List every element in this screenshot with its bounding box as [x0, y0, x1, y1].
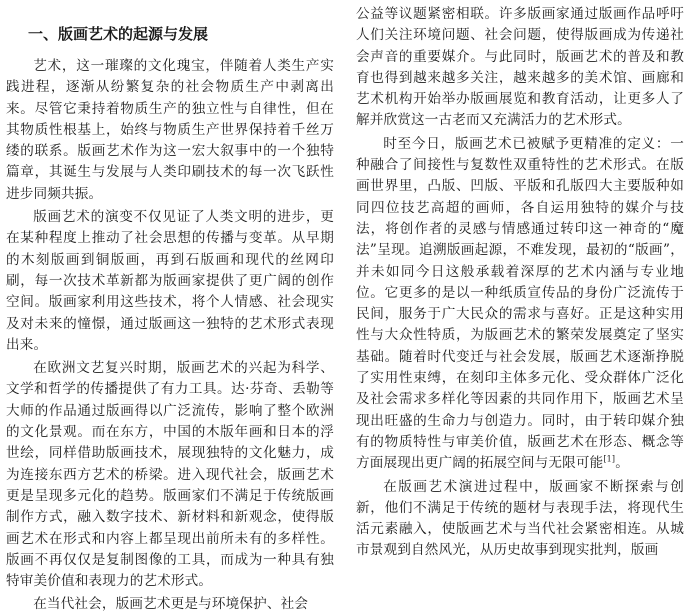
paragraph-contemporary-continued: 公益等议题紧密相联。许多版画家通过版画作品呼吁人们关注环境问题、社会问题，使得版画成为传递社会声音的重要媒介。与此同时，版画艺术的普及和教育也得到越来越多关注，越来越多的美术馆、画廊和艺术机构开始举办版画展览和教育活动，让更多人了解并欣赏这一古老而又充满活力的艺术形式。 [356, 6, 684, 129]
paragraph-definition-text: 时至今日，版画艺术已被赋予更精准的定义：一种融合了间接性与复数性双重特性的艺术形式。在版画世界里，凸版、凹版、平版和孔版四大主要版种如同四位技艺高超的画师，各自运用独特的媒介与技法，将创作者的灵感与情感通过转印这一神奇的“魔法”呈现。追溯版画起源，不难发现，最初的“版画”，并未如同今日这般承载着深厚的艺术内涵与专业地位。它更多的是以一种纸质宣传品的身份广泛流传于民间，服务于广大民众的需求与喜好。正是这种实用性与大众性特质，为版画艺术的繁荣发展奠定了坚实基础。随着时代变迁与社会发展，版画艺术逐渐挣脱了实用性束缚，在刻印主体多元化、受众群体广泛化及社会需求多样化等因素的共同作用下，版画艺术呈现出旺盛的生命力与创造力。同时，由于转印媒介独有的物质特性与审美价值，版画艺术在形态、概念等方面展现出更广阔的拓展空间与无限可能 [356, 135, 684, 472]
paragraph-renaissance: 在欧洲文艺复兴时期，版画艺术的兴起为科学、文学和哲学的传播提供了有力工具。达·芬奇、丢勒等大师的作品通过版画得以广泛流传，影响了整个欧洲的文化景观。而在东方，中国的木版年画和日本的浮世绘，同样借助版画技术，展现独特的文化魅力，成为连接东西方艺术的桥梁。进入现代社会，版画艺术更是呈现多元化的趋势。版画家们不满足于传统版画制作方式，融入数字技术、新材料和新观念，使得版画艺术在形式和内容上都呈现出前所未有的多样性。版画不再仅仅是复制图像的工具，而成为一种具有独特审美价值和表现力的艺术形式。 [6, 360, 334, 590]
paragraph-evolution: 版画艺术的演变不仅见证了人类文明的进步，更在某种程度上推动了社会思想的传播与变革。从早期的木刻版画到铜版画，再到石版画和现代的丝网印刷，每一次技术革新都为版画家提供了更广阔的创作空间。版画家利用这些技术，将个人情感、社会现实及对未来的憧憬，通过版画这一独特的艺术形式表现出来。 [6, 209, 334, 353]
citation-reference[interactable]: [1] [603, 454, 616, 464]
paragraph-innovation: 在版画艺术演进过程中，版画家不断探索与创新，他们不满足于传统的题材与表现手法，将现代生活元素融入，使版画艺术与当代社会紧密相连。从城市景观到自然风光，从历史故事到现实批判，版画 [356, 478, 684, 559]
paragraph-definition [356, 134, 684, 475]
paragraph-definition-end: 。 [615, 455, 629, 472]
section-heading: 一、版画艺术的起源与发展 [28, 25, 209, 43]
paragraph-origin: 艺术，这一璀璨的文化瑰宝，伴随着人类生产实践进程，逐渐从纷繁复杂的社会物质生产中剥离出来。尽管它秉持着物质生产的独立性与自律性，但在其物质性根基上，始终与物质生产世界保持着千丝万缕的联系。版画艺术作为这一宏大叙事中的一个独特篇章，其诞生与发展与人类印刷技术的每一次飞跃性进步同频共振。 [6, 58, 334, 202]
left-column-body [6, 56, 334, 616]
paragraph-contemporary-start: 在当代社会，版画艺术更是与环境保护、社会 [33, 596, 309, 613]
right-column-body [356, 4, 684, 562]
